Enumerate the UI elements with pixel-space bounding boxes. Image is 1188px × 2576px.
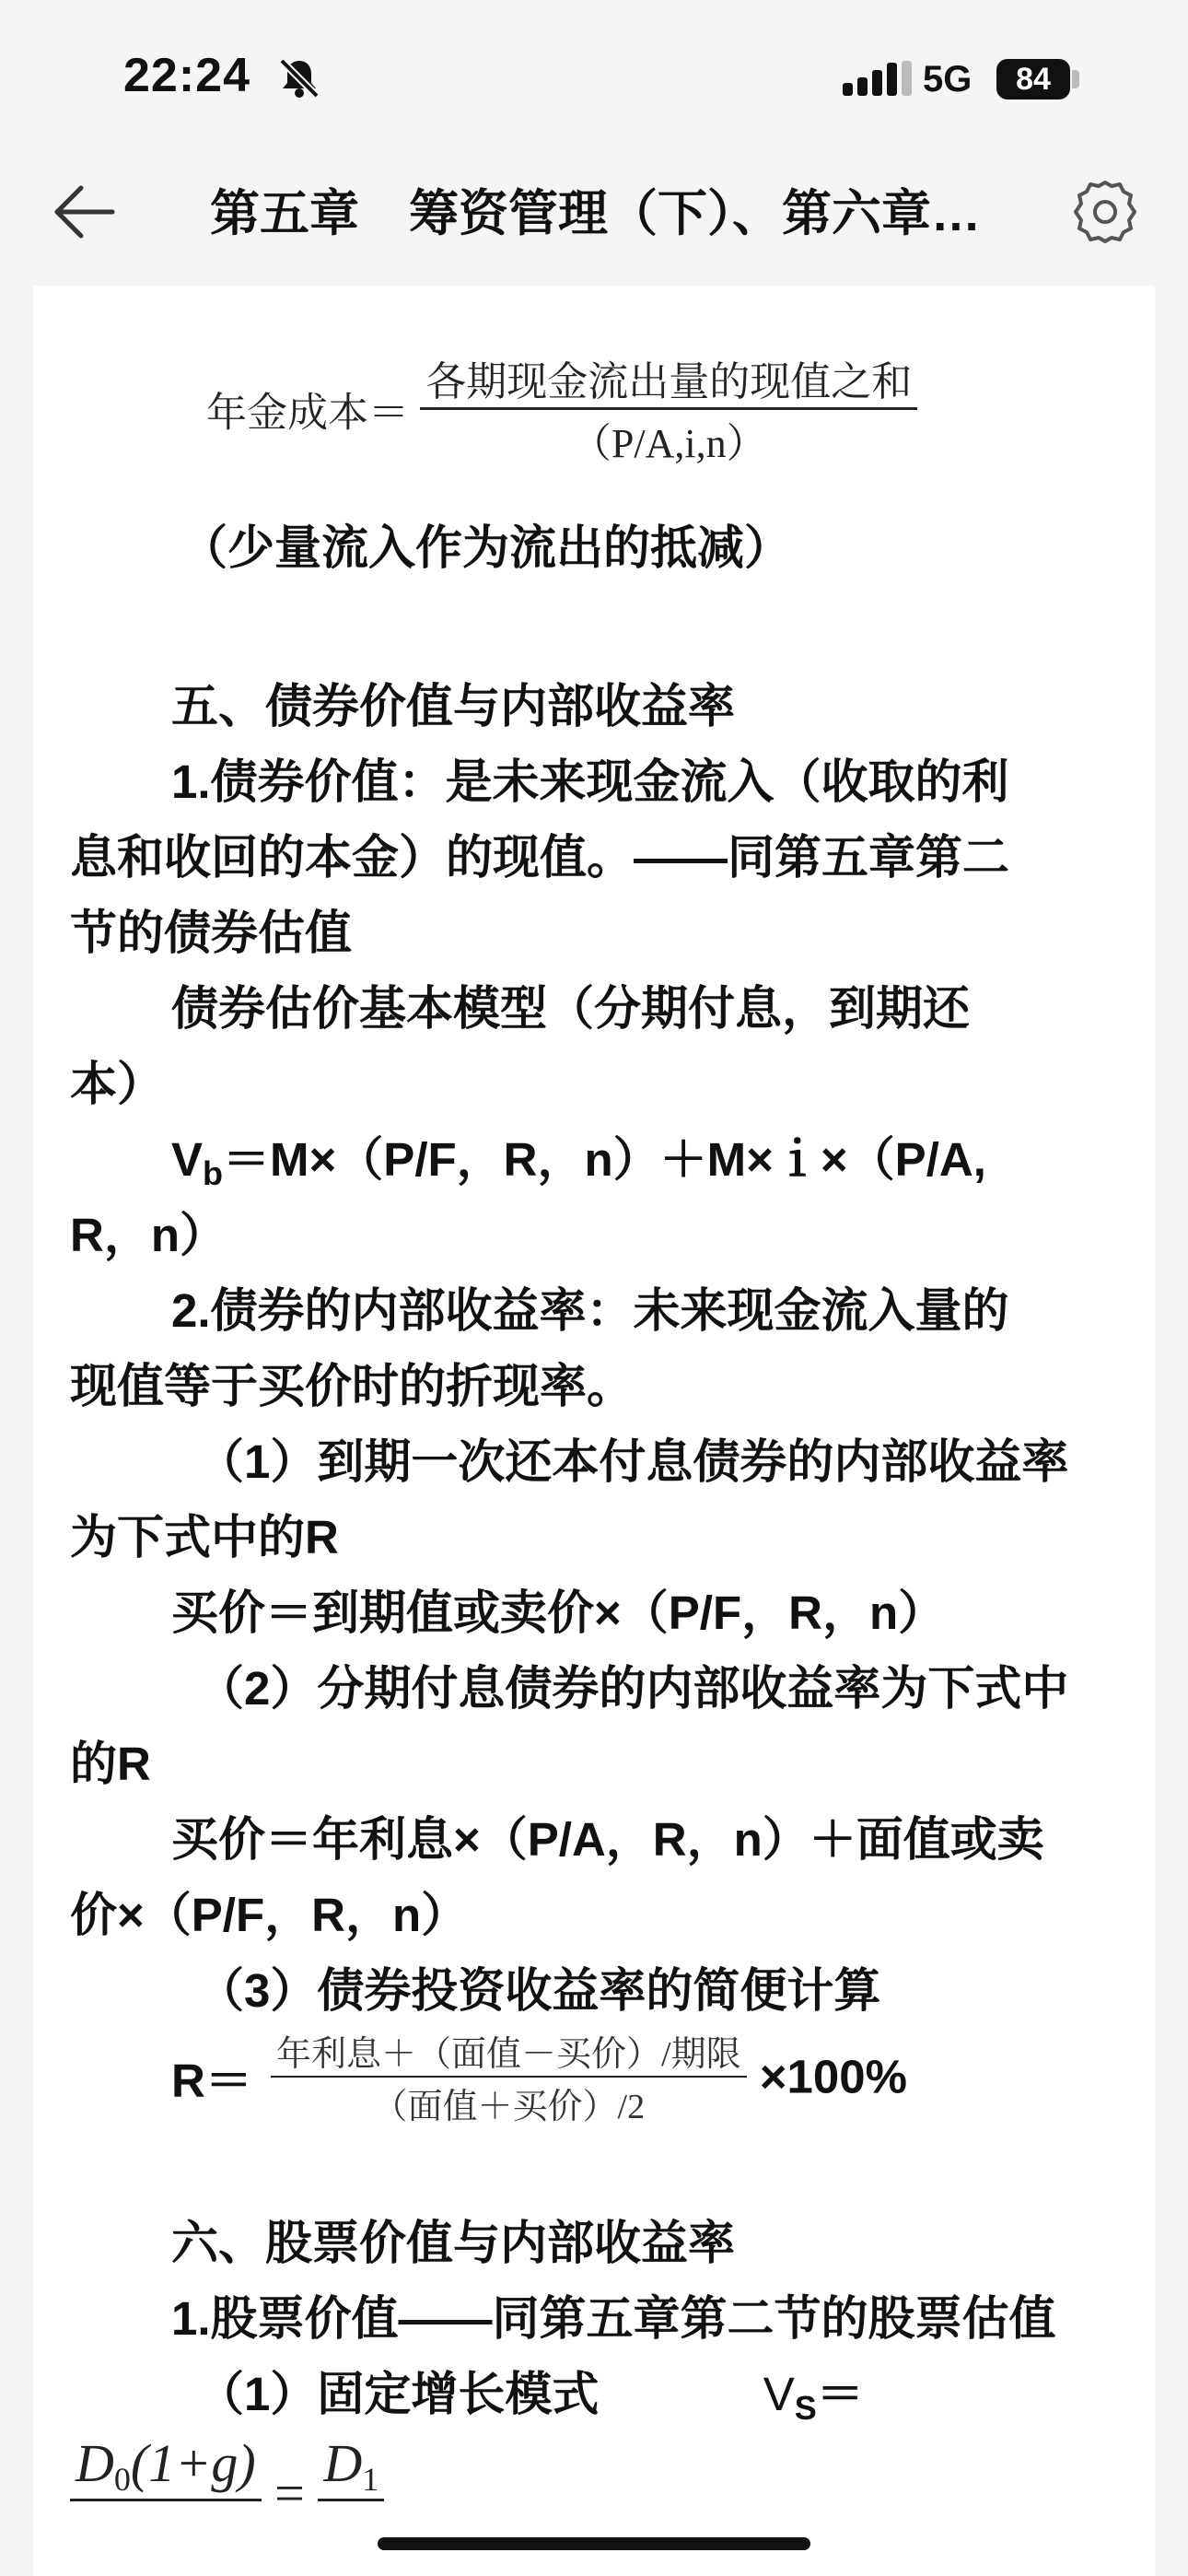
fixed-growth-label: （1）固定增长模式 (197, 2368, 600, 2420)
d1-subscript: 1 (362, 2461, 379, 2498)
page-margin-right (1155, 286, 1188, 2576)
annuity-formula-numerator: 各期现金流出量的现值之和 (425, 359, 913, 404)
vb-symbol: V (171, 1133, 204, 1186)
stock-formula-fraction-2 (318, 2432, 384, 2554)
case-2-formula-2: 价×（P/F，R，n） (70, 1889, 469, 1941)
yield-formula-prefix: R＝ (171, 2055, 252, 2107)
section-5-title: 五、债券价值与内部收益率 (171, 680, 736, 732)
d0-subscript: 0 (113, 2461, 131, 2498)
battery-level: 84 (996, 59, 1070, 100)
fixed-growth-line (197, 2362, 864, 2441)
network-type: 5G (923, 59, 973, 100)
bond-value-line-1: 1.债券价值：是未来现金流入（收取的利 (171, 755, 1009, 808)
status-time: 22:24 (123, 49, 250, 102)
bond-value-line-2: 息和收回的本金）的现值。——同第五章第二 (70, 831, 1010, 884)
page-margin-left (0, 286, 33, 2576)
home-indicator[interactable] (378, 2537, 810, 2550)
battery-icon (1072, 70, 1079, 88)
yield-formula-suffix: ×100% (759, 2050, 907, 2103)
d0-symbol: D (76, 2433, 114, 2493)
bond-value-formula-cont: R，n） (70, 1209, 227, 1261)
case-3-title: （3）债券投资收益率的简便计算 (197, 1964, 881, 2017)
vs-subscript: S (794, 2389, 817, 2427)
page-title: 第五章 筹资管理（下）、第六章… (210, 186, 981, 241)
text-note: （少量流入作为流出的抵减） (181, 521, 792, 574)
irr-line-2: 现值等于买价时的折现率。 (70, 1360, 635, 1412)
irr-line-1: 2.债券的内部收益率：未来现金流入量的 (171, 1284, 1009, 1337)
case-1-line-2: 为下式中的R (70, 1511, 339, 1563)
stock-value-formula (70, 2432, 384, 2554)
signal-strength-icon (843, 61, 916, 98)
vb-subscript: b (203, 1154, 224, 1192)
case-1-line-1: （1）到期一次还本付息债券的内部收益率 (197, 1435, 1069, 1488)
gear-icon[interactable] (1068, 175, 1142, 249)
annuity-formula-denominator: （P/A,i,n） (420, 407, 917, 469)
vs-equals: ＝ (816, 2368, 864, 2420)
annuity-cost-formula (206, 348, 917, 469)
section-6-title: 六、股票价值与内部收益率 (171, 2217, 736, 2269)
nav-bar (0, 147, 1188, 286)
yield-formula-numerator: 年利息＋（面值－买价）/期限 (276, 2035, 741, 2074)
annuity-formula-left: 年金成本＝ (206, 390, 409, 436)
case-2-line-1: （2）分期付息债券的内部收益率为下式中 (197, 1662, 1069, 1715)
case-2-line-2: 的R (70, 1738, 151, 1790)
yield-formula-fraction (271, 2025, 747, 2128)
bond-model-line-1: 债券估价基本模型（分期付息，到期还 (171, 982, 971, 1035)
vb-formula-rest: ＝M×（P/F，R，n）＋M×ｉ×（P/A, (223, 1133, 986, 1186)
stock-value-line: 1.股票价值——同第五章第二节的股票估值 (171, 2292, 1056, 2345)
bell-slash-icon (278, 57, 320, 100)
bond-model-line-2: 本） (70, 1058, 165, 1110)
vs-symbol: V (763, 2368, 795, 2420)
status-bar (0, 0, 1188, 147)
back-arrow-icon[interactable] (48, 175, 122, 249)
bond-value-line-3: 节的债券估值 (70, 907, 353, 959)
stock-formula-equals: = (274, 2463, 305, 2523)
stock-formula-fraction-1 (70, 2432, 262, 2554)
growth-term: (1+g) (130, 2433, 256, 2493)
annuity-formula-fraction (420, 348, 917, 469)
d1-symbol: D (323, 2433, 363, 2493)
case-2-formula-1: 买价＝年利息×（P/A，R，n）＋面值或卖 (171, 1813, 1044, 1866)
yield-formula-denominator: （面值＋买价）/2 (271, 2076, 747, 2128)
document-content (33, 286, 1155, 2576)
case-1-formula: 买价＝到期值或卖价×（P/F，R，n） (171, 1587, 946, 1639)
bond-value-formula (171, 1128, 986, 1206)
yield-formula (171, 2025, 907, 2128)
